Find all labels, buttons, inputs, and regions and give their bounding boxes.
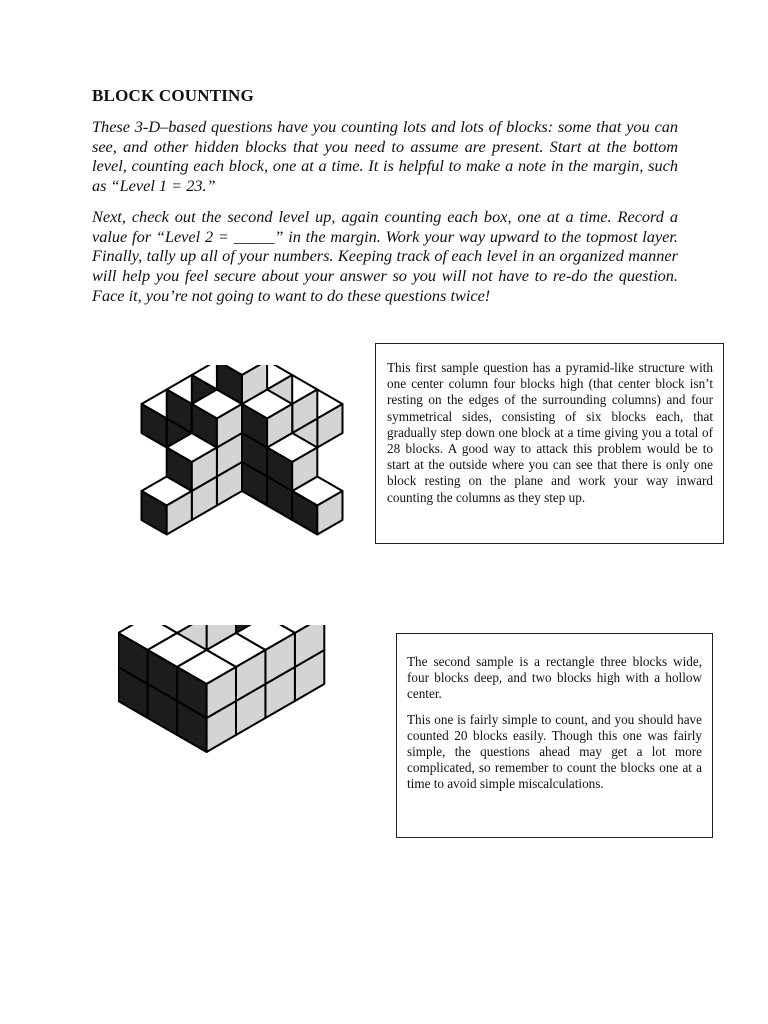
hollow-rectangle-block-figure xyxy=(118,625,368,885)
intro-paragraph-1: These 3-D–based questions have you counting lots and lots of blocks: some that you can see, and other hidden blocks that you need to assume are present. Start at the bottom level, counting each block, one at a time. It is helpful to make a note in the margin, such as “Level 1 = 23.” xyxy=(92,117,678,196)
sample-1-explanation-box xyxy=(375,343,724,544)
intro-paragraph-2: Next, check out the second level up, again counting each box, one at a time. Record a value for “Level 2 = _____” in the margin. Work your way upward to the topmost layer. Finally, tally up all of your numbers. Keeping track of each level in an organized manner will help you feel secure about your answer so you will not have to re-do the question. Face it, you’re not going to want to do these questions twice! xyxy=(92,207,678,305)
sample-2-text-2: This one is fairly simple to count, and you should have counted 20 blocks easily. Though this one was fairly simple, the questions ahead may get a lot more complicated, so remember to count the blocks one at a time to avoid simple miscalculations. xyxy=(407,711,702,792)
sample-2-text-1: The second sample is a rectangle three blocks wide, four blocks deep, and two blocks high with a hollow center. xyxy=(407,654,702,702)
sample-1-text: This first sample question has a pyramid-like structure with one center column four blocks high (that center block isn’t resting on the edges of the surrounding columns) and four symmetrical sides, consisting of six blocks each, that gradually step down one block at a time giving you a total of 28 blocks. A good way to attack this problem would be to start at the outside where you can see that there is only one block resting on the plane and work your way inward counting the columns as they step up. xyxy=(387,360,713,505)
section-heading: BLOCK COUNTING xyxy=(92,86,254,105)
pyramid-block-figure xyxy=(120,365,370,585)
sample-2-explanation-box xyxy=(396,633,713,838)
